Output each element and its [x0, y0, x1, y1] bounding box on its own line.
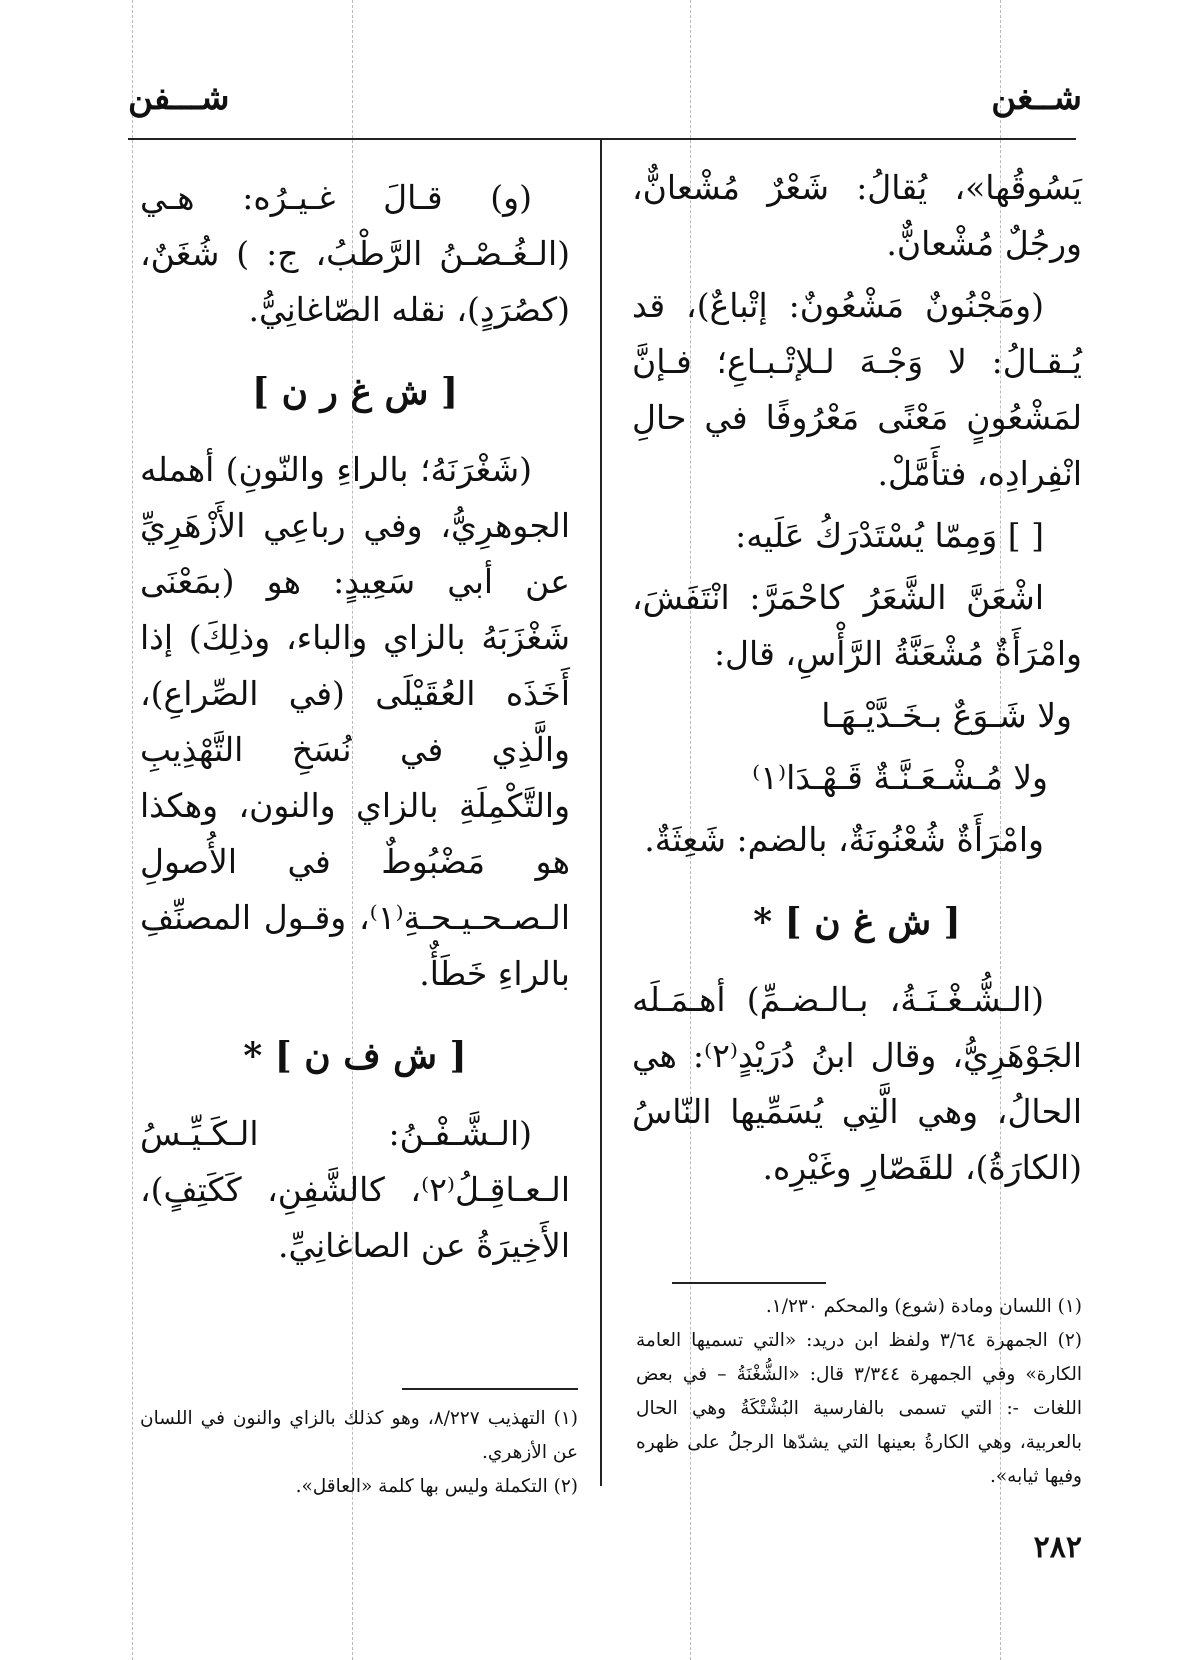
footnote-rule [672, 1282, 826, 1284]
footnotes-left [140, 1402, 578, 1504]
verse-line: ولا شَـوَعٌ بـخَـدَّيْـهَـا [821, 696, 1072, 735]
entry-heading: [ ش غ ر ن ] [252, 371, 458, 413]
running-head-left: شـــفن [128, 78, 230, 118]
paragraph: (شَغْرَنَهُ؛ بالراءِ والنّونِ) أهمله الجوهرِيُّ، وفي رباعِي الأَزْهَرِيِّ عن أبي سَعِيدٍ: هو (بمَعْنَى شَغْزَبَهُ بالزاي والباء، وذلِكَ) إذا أَخَذَه العُقَيْلَى (في الصِّراعِ)، والَّذِي في نُسَخِ التَّهْذِيبِ والتَّكْمِلَةِ بالزاي والنون، وهكذا هو مَضْبُوطٌ في الأُصولِ الـصـحـيـحـةِ⁽١⁾، وقـول المصنِّفِ بالراءِ خَطَأٌ. [140, 450, 570, 993]
paragraph: (الـشَّـفْـنُ: الـكَـيِّـسُ الـعـاقِـلُ⁽٢⁾، كالشَّفِنِ، كَكَتِفٍ)، الأَخِيرَةُ عن الصاغانِيِّ. [140, 1114, 570, 1265]
footnote-rule [402, 1388, 578, 1390]
running-head-right: شــغن [991, 78, 1082, 118]
footnote: (١) التهذيب ٨/٢٢٧، وهو كذلك بالزاي والنون في اللسان عن الأزهري. [140, 1408, 579, 1463]
paragraph: (الـشُّـغْـنَـةُ، بـالـضـمِّ) أهـمَـلَه الجَوْهَرِيُّ، وقال ابنُ دُرَيْدٍ⁽٢⁾: هي الحالُ، وهي الَّتِي يُسَمِّيها النّاسُ (الكارَةُ)، للقَصّارِ وغَيْرِه. [632, 980, 1083, 1187]
scan-guide-line [132, 0, 133, 1660]
paragraph: [ ] وَمِمّا يُسْتَدْرَكُ عَلَيه: [735, 516, 1044, 555]
paragraph: وامْرَأَةٌ شُعْنُونَةٌ، بالضم: شَعِثَةٌ. [644, 820, 1044, 859]
header-rule [128, 138, 1076, 140]
footnote: (١) اللسان ومادة (شوع) والمحكم ١/٢٣٠. [765, 1296, 1082, 1317]
left-column [140, 170, 570, 1280]
right-column [632, 160, 1082, 1202]
paragraph: (ومَجْنُونٌ مَشْعُونٌ: إتْباعٌ)، قد يُـقـالُ: لا وَجْـهَ لـلإتْـبـاعِ؛ فـإنَّ لمَشْعُونٍ مَعْنًى مَعْرُوفًا في حالِ انْفِرادِه، فتأَمَّلْ. [632, 286, 1082, 493]
entry-heading: [ ش غ ن ] * [753, 901, 961, 943]
entry-heading: [ ش ف ن ] * [243, 1035, 467, 1077]
footnote: (٢) التكملة وليس بها كلمة «العاقل». [295, 1476, 578, 1497]
paragraph: يَسُوقُها»، يُقالُ: شَعْرٌ مُشْعانٌّ، ورجُلٌ مُشْعانٌّ. [632, 168, 1082, 263]
verse-line: ولا مُـشْـعَـنَّـةٌ قَـهْـدَا⁽١⁾ [752, 758, 1048, 797]
footnote: (٢) الجمهرة ٣/٦٤ ولفظ ابن دريد: «التي تسميها العامة الكارة» وفي الجمهرة ٣/٣٤٤ قال: «الشُّغْنَةُ – في بعض اللغات -: التي تسمى بالفارسية البُشْتْكَةُ وهي الحال بالعربية، وهي الكارةُ بعينها التي يشدّها الرجلُ على ظهره وفيها ثيابه». [636, 1330, 1082, 1487]
page-number: ٢٨٢ [1033, 1530, 1082, 1565]
footnotes-right [636, 1290, 1082, 1494]
paragraph: (و) قـالَ غـيـرُه: هـي (الـغُـصْـنُ الرَّطْبُ، ج: ) شُغَنٌ، (كصُرَدٍ)، نقله الصّاغانِيُّ. [140, 178, 570, 329]
column-divider [600, 140, 602, 1486]
paragraph: اشْعَنَّ الشَّعَرُ كاحْمَرَّ: انْتَفَشَ، وامْرَأَةٌ مُشْعَنَّةُ الرَّأْسِ، قال: [632, 578, 1082, 673]
